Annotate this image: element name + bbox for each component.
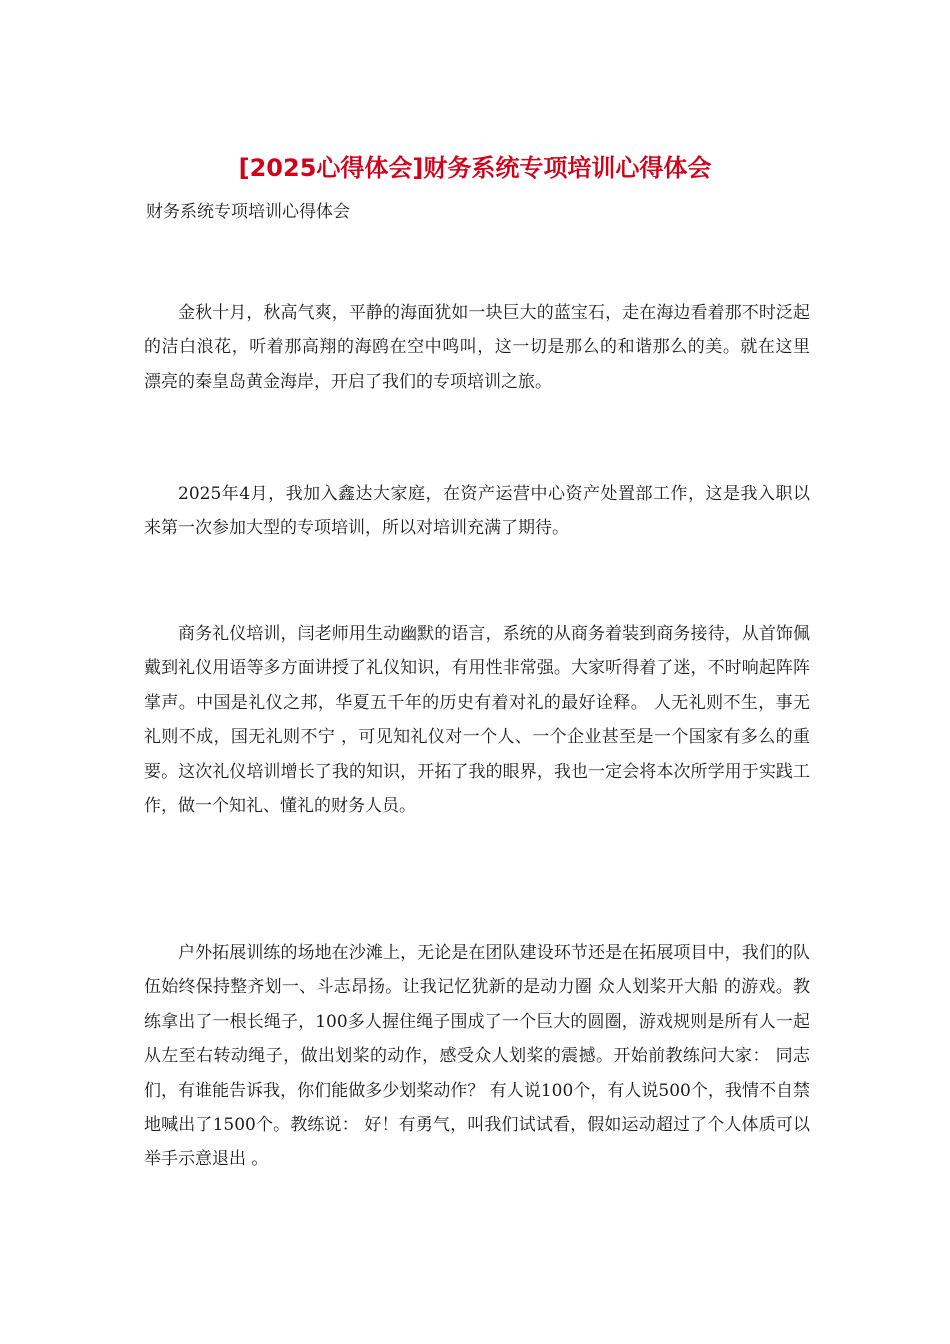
paragraph-3: 商务礼仪培训，闫老师用生动幽默的语言，系统的从商务着装到商务接待，从首饰佩戴到礼仪用语等多方面讲授了礼仪知识，有用性非常强。大家听得着了迷，不时响起阵阵掌声。中国是礼仪之邦，华夏五千年的历史有着对礼的最好诠释。 人无礼则不生，事无礼则不成，国无礼则不宁 ，可见知礼仪对一个人、一个企业甚至是一个国家有多么的重要。这次礼仪培训增长了我的知识，开拓了我的眼界，我也一定会将本次所学用于实践工作，做一个知礼、懂礼的财务人员。 — [144, 624, 810, 817]
paragraph-1: 金秋十月，秋高气爽，平静的海面犹如一块巨大的蓝宝石，走在海边看着那不时泛起的洁白浪花，听着那高翔的海鸥在空中鸣叫，这一切是那么的和谐那么的美。就在这里 漂亮的秦皇岛黄金海岸，开启了我们的专项培训之旅。 — [144, 303, 810, 392]
document-title: [2025心得体会]财务系统专项培训心得体会 — [238, 154, 712, 182]
document-subtitle: 财务系统专项培训心得体会 — [146, 202, 350, 222]
paragraph-4: 户外拓展训练的场地在沙滩上，无论是在团队建设环节还是在拓展项目中，我们的队伍始终保持整齐划一、斗志昂扬。让我记忆犹新的是动力圈 众人划桨开大船 的游戏。教练拿出了一根长绳子，100多人握住绳子围成了一个巨大的圆圈，游戏规则是所有人一起从左至右转动绳子，做出划桨的动作，感受众人划桨的震撼。开始前教练问大家： 同志们，有谁能告诉我，你们能做多少划桨动作？ 有人说100个，有人说500个，我情不自禁地喊出了1500个。教练说： 好！有勇气，叫我们试试看，假如运动超过了个人体质可以举手示意退出 。 — [144, 943, 810, 1170]
paragraph-2: 2025年4月，我加入鑫达大家庭，在资产运营中心资产处置部工作，这是我入职以来第一次参加大型的专项培训，所以对培训充满了期待。 — [144, 484, 810, 539]
